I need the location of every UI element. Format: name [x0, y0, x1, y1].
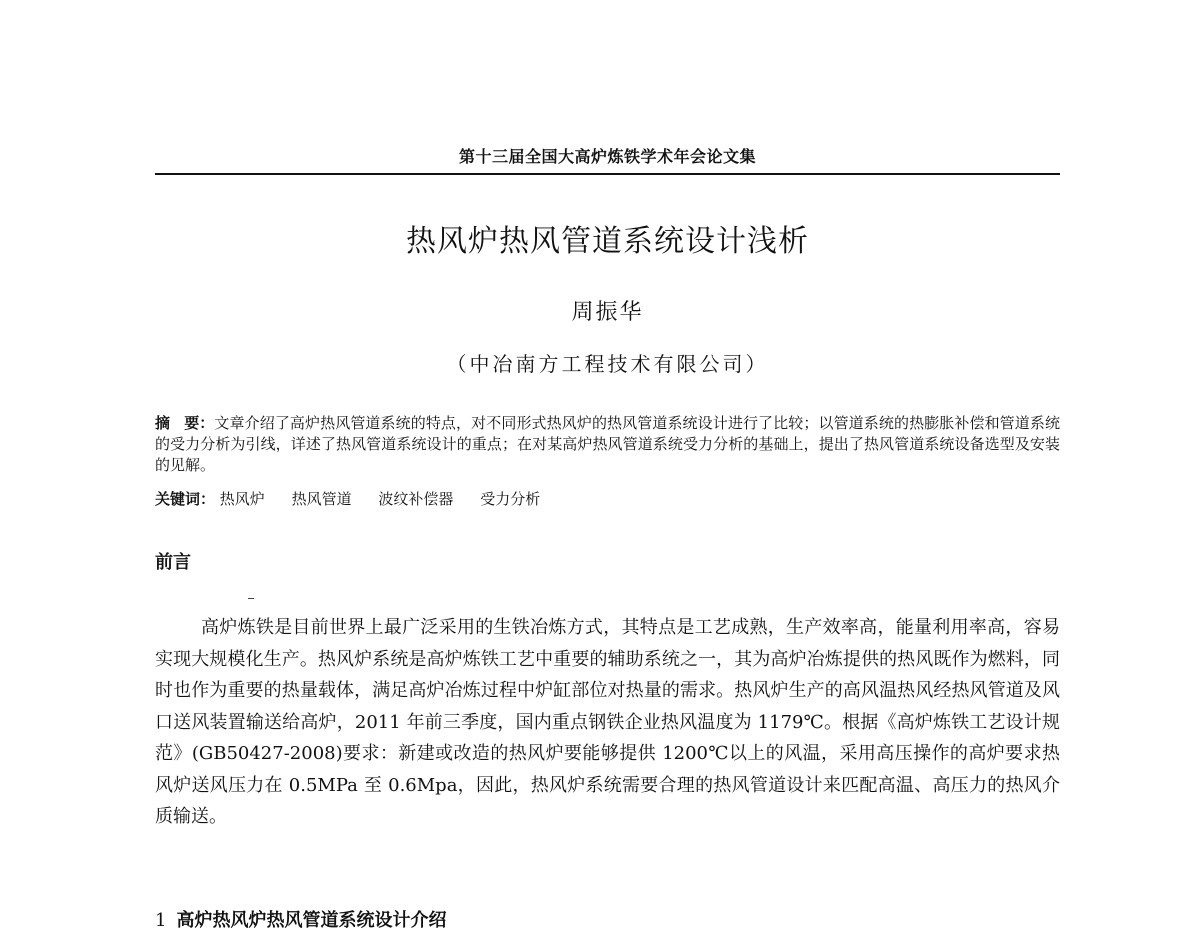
- abstract-label-part2: 要：: [184, 414, 215, 432]
- author-name: 周振华: [571, 300, 644, 325]
- keyword-item: 受力分析: [480, 490, 541, 508]
- paper-title: 热风炉热风管道系统设计浅析: [406, 224, 809, 259]
- keyword-item: 热风炉: [219, 490, 265, 508]
- scan-mark: [248, 598, 254, 599]
- keyword-item: 波纹补偿器: [378, 490, 454, 508]
- abstract-label-part1: 摘: [155, 414, 171, 432]
- section-1-heading: [155, 908, 446, 934]
- section-1-title: 高炉热风炉热风管道系统设计介绍: [176, 910, 447, 931]
- keywords: [155, 487, 1060, 511]
- running-header: 第十三届全国大高炉炼铁学术年会论文集: [458, 147, 756, 166]
- keywords-label: 关键词：: [155, 490, 216, 508]
- header-rule: [155, 173, 1060, 175]
- abstract-text: 文章介绍了高炉热风管道系统的特点，对不同形式热风炉的热风管道系统设计进行了比较；以管道系统的热膨胀补偿和管道系统的受力分析为引线，详述了热风管道系统设计的重点；在对某高炉热风管道系统受力分析的基础上，提出了热风管道系统设备选型及安装的见解。: [155, 414, 1060, 474]
- author-affiliation: （中冶南方工程技术有限公司）: [446, 352, 769, 376]
- preface-heading: 前言: [155, 552, 191, 573]
- preface-paragraph: 高炉炼铁是目前世界上最广泛采用的生铁冶炼方式，其特点是工艺成熟，生产效率高，能量利用率高，容易实现大规模化生产。热风炉系统是高炉炼铁工艺中重要的辅助系统之一，其为高炉冶炼提供的热风既作为燃料，同时也作为重要的热量载体，满足高炉冶炼过程中炉缸部位对热量的需求。热风炉生产的高风温热风经热风管道及风口送风装置输送给高炉，2011 年前三季度，国内重点钢铁企业热风温度为 1179℃。根据《高炉炼铁工艺设计规范》(GB50427-2008)要求：新建或改造的热风炉要能够提供 1200℃以上的风温，采用高压操作的高炉要求热风炉送风压力在 0.5MPa 至 0.6Mpa，因此，热风炉系统需要合理的热风管道设计来匹配高温、高压力的热风介质输送。: [155, 617, 1060, 827]
- section-1-number: 1: [155, 910, 167, 931]
- abstract: [155, 413, 1060, 476]
- keyword-item: 热风管道: [291, 490, 352, 508]
- abstract-label: [155, 414, 214, 432]
